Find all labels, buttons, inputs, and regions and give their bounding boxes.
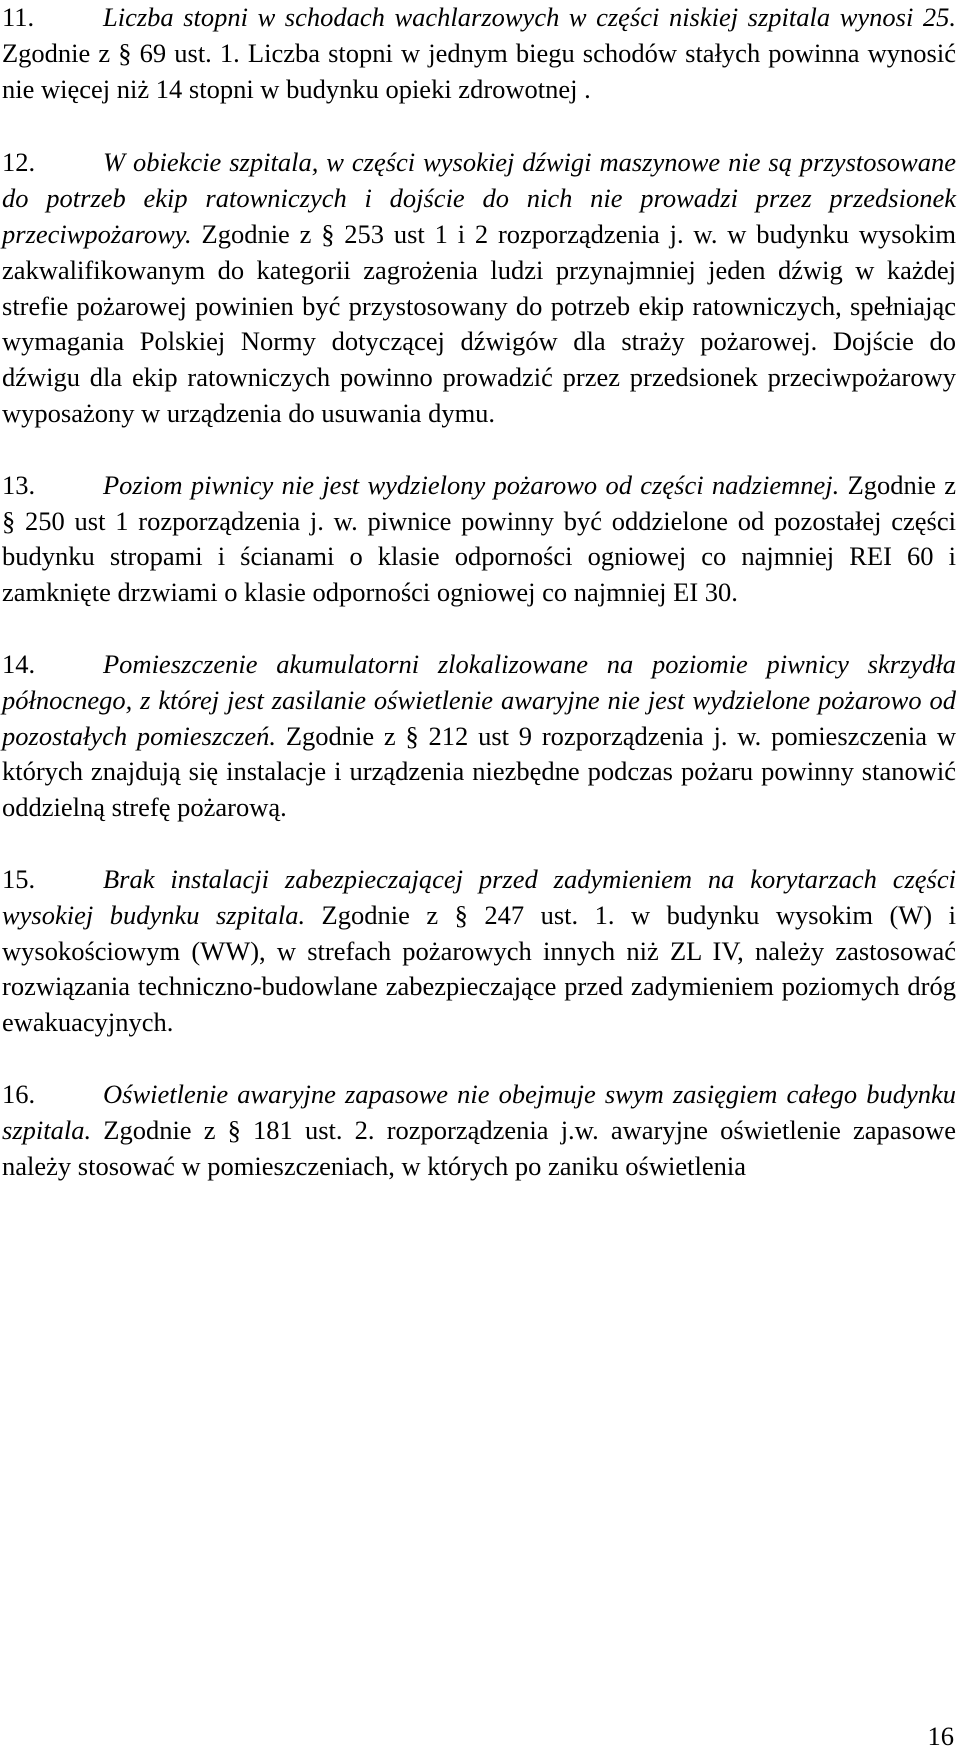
- finding-item-12: [2, 145, 956, 431]
- finding-item-14: [2, 647, 956, 826]
- item-number: 14.: [2, 648, 36, 679]
- finding-text: Liczba stopni w schodach wachlarzowych w części niskiej szpitala wynosi 25.: [103, 2, 956, 32]
- regulation-text: Zgodnie z § 212 ust 9 rozporządzenia j. w. pomieszczenia w których znajdują się instalacje i urządzenia niezbędne podczas pożaru powinny stanowić oddzielną strefę pożarową.: [2, 720, 956, 823]
- document-page: [2, 0, 956, 1184]
- regulation-text: Zgodnie z § 253 ust 1 i 2 rozporządzenia j. w. w budynku wysokim zakwalifikowanym do kategorii zagrożenia ludzi przynajmniej jeden dźwig w każdej strefie pożarowej powinien być przystosowany do potrzeb ekip ratowniczych, spełniając wymagania Polskiej Normy dotyczącej dźwigów dla straży pożarowej. Dojście do dźwigu dla ekip ratowniczych powinno prowadzić przez przedsionek przeciwpożarowy wyposażony w urządzenia do usuwania dymu.: [2, 218, 956, 428]
- item-number: 12.: [2, 147, 36, 178]
- regulation-text: Zgodnie z § 181 ust. 2. rozporządzenia j.w. awaryjne oświetlenie zapasowe należy stosować w pomieszczeniach, w których po zaniku oświetlenia: [2, 1114, 956, 1181]
- regulation-text: Zgodnie z § 69 ust. 1. Liczba stopni w jednym biegu schodów stałych powinna wynosić nie więcej niż 14 stopni w budynku opieki zdrowotnej .: [2, 37, 956, 104]
- finding-text: W obiekcie szpitala, w części wysokiej dźwigi maszynowe nie są przystosowane do potrzeb ekip ratowniczych i dojście do nich nie prowadzi przez przedsionek przeciwpożarowy.: [2, 147, 956, 249]
- item-number: 16.: [2, 1078, 36, 1109]
- finding-item-16: [2, 1077, 956, 1184]
- item-number: 15.: [2, 863, 36, 894]
- regulation-text: Zgodnie z § 250 ust 1 rozporządzenia j. w. piwnice powinny być oddzielone od pozostałej części budynku stropami i ścianami o klasie odporności ogniowej co najmniej REI 60 i zamknięte drzwiami o klasie odporności ogniowej co najmniej EI 30.: [2, 469, 957, 608]
- finding-text: Brak instalacji zabezpieczającej przed zadymieniem na korytarzach części wysokiej budynku szpitala.: [2, 863, 956, 930]
- item-number: 13.: [2, 469, 36, 500]
- regulation-text: Zgodnie z § 247 ust. 1. w budynku wysokim (W) i wysokościowym (WW), w strefach pożarowych innych niż ZL IV, należy zastosować rozwiązania techniczno-budowlane zabezpieczające przed zadymieniem poziomych dróg ewakuacyjnych.: [2, 899, 956, 1038]
- finding-item-15: [2, 862, 956, 1041]
- finding-text: Pomieszczenie akumulatorni zlokalizowane na poziomie piwnicy skrzydła północnego, z której jest zasilanie oświetlenie awaryjne nie jest wydzielone pożarowo od pozostałych pomieszczeń.: [2, 648, 956, 751]
- page-number: 16: [927, 1721, 954, 1751]
- item-number: 11.: [2, 2, 35, 32]
- finding-text: Oświetlenie awaryjne zapasowe nie obejmuje swym zasięgiem całego budynku szpitala.: [2, 1078, 956, 1145]
- finding-item-11: [2, 0, 956, 107]
- finding-item-13: [2, 468, 956, 611]
- finding-text: Poziom piwnicy nie jest wydzielony pożarowo od części nadziemnej.: [103, 469, 840, 500]
